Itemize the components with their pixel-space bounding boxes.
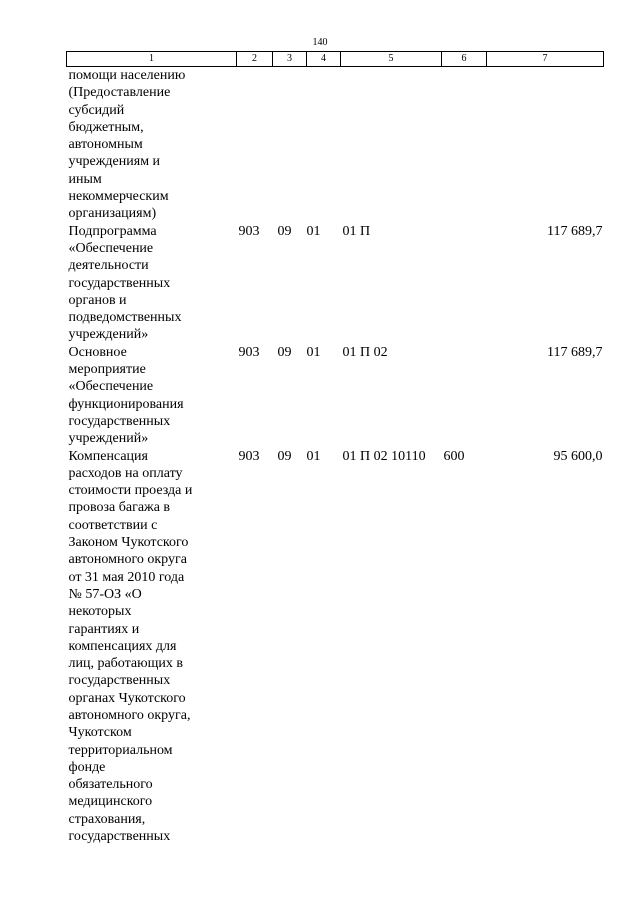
subsection-code: 01 — [306, 344, 321, 360]
target-article-code: 01 П 02 — [342, 344, 388, 360]
description-line: мероприятие — [68, 362, 146, 378]
description-line: автономным — [68, 137, 143, 153]
row-description — [67, 223, 237, 344]
description-line: учреждениям и — [68, 154, 161, 170]
description-line: стоимости проезда и — [68, 483, 193, 499]
description-line: учреждений» — [68, 327, 149, 343]
target-article-code: 01 П — [342, 223, 371, 239]
description-line: гарантиях и — [68, 621, 140, 637]
description-line: органов и — [68, 292, 127, 308]
description-line: государственных — [68, 673, 171, 689]
amount: 95 600,0 — [553, 448, 603, 464]
description-line: субсидий — [68, 102, 125, 118]
target-article-code: 01 П 02 10110 — [342, 448, 426, 464]
description-line: № 57-ОЗ «О — [68, 586, 142, 602]
page-number: 140 — [312, 37, 328, 48]
budget-table — [66, 51, 604, 845]
target-article-code — [341, 67, 442, 223]
description-line: деятельности — [68, 258, 149, 274]
ministry-code — [237, 67, 273, 223]
description-line: Чукотском — [68, 725, 132, 741]
expense-type-code: 600 — [443, 448, 465, 464]
row-description — [67, 448, 237, 846]
row-description — [67, 67, 237, 223]
column-header-5: 5 — [341, 52, 442, 67]
section-code: 09 — [277, 223, 292, 239]
column-header-2: 2 — [237, 52, 273, 67]
description-line: подведомственных — [68, 310, 182, 326]
description-line: провоза багажа в — [68, 500, 171, 516]
description-line: «Обеспечение — [68, 379, 154, 395]
expense-type-code — [442, 67, 487, 223]
description-line: Подпрограмма — [68, 223, 157, 239]
ministry-code: 903 — [238, 344, 260, 360]
description-line: страхования, — [68, 811, 146, 827]
description-line: бюджетным, — [68, 119, 144, 135]
description-line: лиц, работающих в — [68, 656, 183, 672]
expense-type-code — [442, 223, 487, 344]
description-line: обязательного — [68, 777, 153, 793]
description-line: Законом Чукотского — [68, 535, 189, 551]
table-row — [67, 67, 604, 223]
amount: 117 689,7 — [547, 223, 603, 239]
description-line: (Предоставление — [68, 85, 171, 101]
column-number-row — [67, 52, 604, 67]
description-line: автономного округа — [68, 552, 187, 568]
description-line: расходов на оплату — [68, 465, 183, 481]
description-line: медицинского — [68, 794, 153, 810]
section-code: 09 — [277, 448, 292, 464]
description-line: государственных — [68, 275, 171, 291]
ministry-code: 903 — [238, 223, 260, 239]
subsection-code — [307, 67, 341, 223]
description-line: иным — [68, 171, 102, 187]
column-header-7: 7 — [487, 52, 604, 67]
description-line: организациям) — [68, 206, 157, 222]
description-line: функционирования — [68, 396, 184, 412]
column-header-3: 3 — [273, 52, 307, 67]
amount: 117 689,7 — [547, 344, 603, 360]
section-code — [273, 67, 307, 223]
description-line: государственных — [68, 413, 171, 429]
description-line: государственных — [68, 829, 171, 845]
description-line: Компенсация — [68, 448, 148, 464]
subsection-code: 01 — [306, 223, 321, 239]
table-row — [67, 223, 604, 344]
description-line: «Обеспечение — [68, 240, 154, 256]
row-description — [67, 344, 237, 448]
section-code: 09 — [277, 344, 292, 360]
description-line: территориальном — [68, 742, 173, 758]
description-line: соответствии с — [68, 517, 158, 533]
amount — [487, 67, 604, 223]
description-line: некоммерческим — [68, 189, 169, 205]
ministry-code: 903 — [238, 448, 260, 464]
description-line: помощи населению — [68, 68, 186, 83]
expense-type-code — [442, 344, 487, 448]
description-line: компенсациях для — [68, 638, 177, 654]
description-line: фонде — [68, 759, 106, 775]
description-line: учреждений» — [68, 431, 149, 447]
subsection-code: 01 — [306, 448, 321, 464]
description-line: некоторых — [68, 604, 132, 620]
description-line: органах Чукотского — [68, 690, 186, 706]
description-line: от 31 мая 2010 года — [68, 569, 185, 585]
description-line: автономного округа, — [68, 707, 191, 723]
table-row — [67, 344, 604, 448]
column-header-6: 6 — [442, 52, 487, 67]
column-header-1: 1 — [67, 52, 237, 67]
column-header-4: 4 — [307, 52, 341, 67]
table-row — [67, 448, 604, 846]
description-line: Основное — [68, 344, 127, 360]
